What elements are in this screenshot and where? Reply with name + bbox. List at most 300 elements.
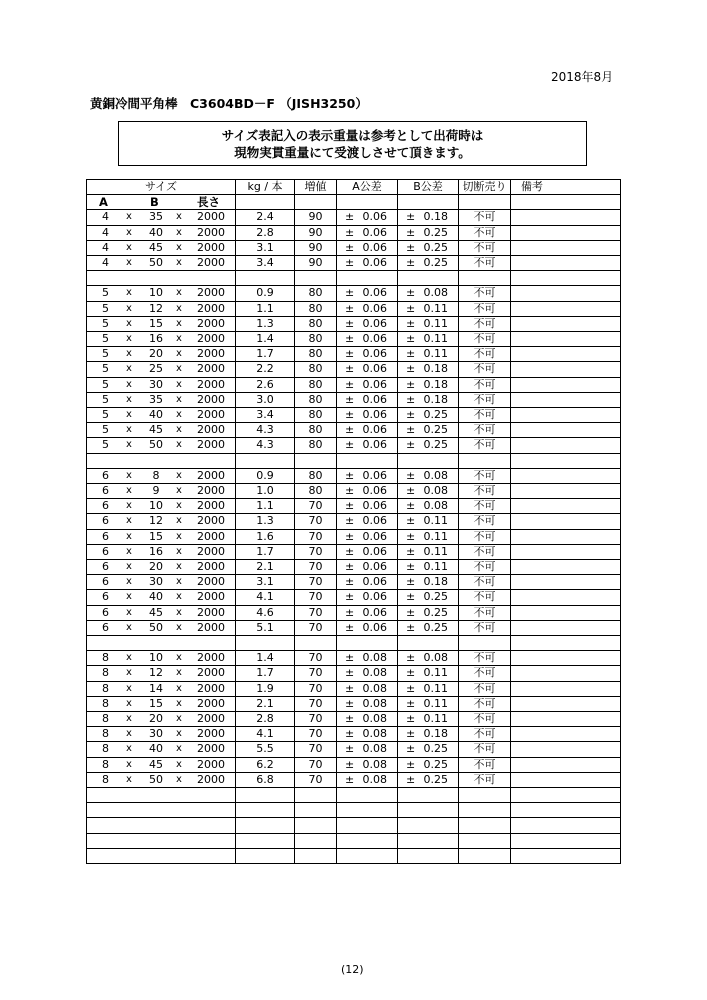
size-cell <box>87 256 236 271</box>
times-sign: x <box>176 530 182 542</box>
dim-b: 50 <box>149 256 163 269</box>
weight-cell: 1.1 <box>236 499 295 514</box>
blank-row <box>87 803 621 818</box>
size-cell <box>87 529 236 544</box>
remarks-cell <box>511 575 621 590</box>
tol-a-cell <box>337 696 398 711</box>
tol-a-value: 0.06 <box>362 484 387 498</box>
cut-cell: 不可 <box>459 681 511 696</box>
cut-cell: 不可 <box>459 438 511 453</box>
size-cell <box>87 651 236 666</box>
table-row <box>87 772 621 787</box>
blank-row <box>87 788 621 803</box>
markup-cell: 80 <box>295 332 337 347</box>
blank-row <box>87 833 621 848</box>
table-row <box>87 757 621 772</box>
tol-b-cell <box>398 408 459 423</box>
markup-cell: 70 <box>295 590 337 605</box>
cut-cell: 不可 <box>459 423 511 438</box>
times-sign: x <box>176 758 182 770</box>
plus-minus-sign: ± <box>406 712 416 726</box>
length: 2000 <box>197 742 225 756</box>
plus-minus-sign: ± <box>406 377 416 391</box>
dim-b: 12 <box>149 666 163 680</box>
cut-cell: 不可 <box>459 575 511 590</box>
dim-a: 5 <box>102 332 109 345</box>
dim-a: 8 <box>102 772 109 786</box>
times-sign: x <box>176 378 182 390</box>
plus-minus-sign: ± <box>406 240 416 254</box>
plus-minus-sign: ± <box>406 301 416 315</box>
cut-cell: 不可 <box>459 757 511 772</box>
tol-a-cell <box>337 560 398 575</box>
tol-b-value: 0.25 <box>423 438 448 452</box>
table-row <box>87 301 621 316</box>
markup-cell: 70 <box>295 712 337 727</box>
times-sign: x <box>126 682 132 694</box>
times-sign: x <box>176 773 182 785</box>
size-cell <box>87 484 236 499</box>
cut-cell: 不可 <box>459 362 511 377</box>
times-sign: x <box>126 439 132 451</box>
markup-cell: 70 <box>295 757 337 772</box>
tol-a-value: 0.06 <box>362 362 387 376</box>
dim-a: 6 <box>102 590 109 604</box>
times-sign: x <box>176 409 182 421</box>
dim-b: 40 <box>149 408 163 422</box>
weight-cell: 6.8 <box>236 772 295 787</box>
size-cell <box>87 286 236 301</box>
times-sign: x <box>176 287 182 299</box>
times-sign: x <box>176 348 182 360</box>
times-sign: x <box>126 667 132 679</box>
dim-b: 12 <box>149 514 163 528</box>
tol-b-value: 0.18 <box>423 575 448 589</box>
tol-b-value: 0.11 <box>423 514 448 528</box>
table-row <box>87 316 621 331</box>
size-cell <box>87 681 236 696</box>
tol-b-cell <box>398 499 459 514</box>
length: 2000 <box>197 772 225 786</box>
subheader-a: A <box>99 195 108 210</box>
dim-a: 8 <box>102 651 109 665</box>
length: 2000 <box>197 256 225 269</box>
header-tol-b: B公差 <box>398 180 459 195</box>
plus-minus-sign: ± <box>406 256 416 269</box>
times-sign: x <box>126 561 132 573</box>
plus-minus-sign: ± <box>406 772 416 786</box>
size-cell <box>87 590 236 605</box>
length: 2000 <box>197 316 225 330</box>
tol-b-cell <box>398 514 459 529</box>
table-row <box>87 423 621 438</box>
remarks-cell <box>511 712 621 727</box>
tol-b-cell <box>398 210 459 225</box>
tol-b-value: 0.11 <box>423 301 448 315</box>
dim-b: 16 <box>149 332 163 345</box>
times-sign: x <box>176 469 182 481</box>
remarks-cell <box>511 544 621 559</box>
times-sign: x <box>126 333 132 344</box>
weight-cell: 1.4 <box>236 332 295 347</box>
tol-a-value: 0.06 <box>362 240 387 254</box>
tol-a-cell <box>337 666 398 681</box>
dim-a: 8 <box>102 712 109 726</box>
cut-cell: 不可 <box>459 772 511 787</box>
dim-b: 10 <box>149 651 163 665</box>
document-title: 黄銅冷間平角棒 C3604BD－F （JISH3250） <box>90 96 368 111</box>
dim-a: 6 <box>102 544 109 558</box>
plus-minus-sign: ± <box>345 240 355 254</box>
dim-b: 20 <box>149 347 163 361</box>
dim-b: 35 <box>149 392 163 406</box>
times-sign: x <box>176 333 182 344</box>
markup-cell: 70 <box>295 544 337 559</box>
weight-cell: 2.2 <box>236 362 295 377</box>
times-sign: x <box>126 713 132 725</box>
plus-minus-sign: ± <box>345 286 355 300</box>
times-sign: x <box>126 393 132 405</box>
markup-cell: 70 <box>295 651 337 666</box>
remarks-cell <box>511 484 621 499</box>
plus-minus-sign: ± <box>345 605 355 619</box>
tol-b-cell <box>398 256 459 271</box>
table-row <box>87 392 621 407</box>
cut-cell: 不可 <box>459 560 511 575</box>
blank-row <box>87 818 621 833</box>
remarks-cell <box>511 727 621 742</box>
table-row <box>87 468 621 483</box>
dim-b: 12 <box>149 301 163 315</box>
tol-a-value: 0.06 <box>362 438 387 452</box>
times-sign: x <box>176 621 182 633</box>
tol-b-cell <box>398 757 459 772</box>
table-row <box>87 651 621 666</box>
tol-b-cell <box>398 727 459 742</box>
tol-a-value: 0.06 <box>362 544 387 558</box>
length: 2000 <box>197 286 225 300</box>
weight-cell: 4.1 <box>236 590 295 605</box>
tol-b-cell <box>398 712 459 727</box>
dim-b: 15 <box>149 316 163 330</box>
plus-minus-sign: ± <box>345 772 355 786</box>
tol-a-value: 0.06 <box>362 499 387 513</box>
tol-b-value: 0.08 <box>423 286 448 300</box>
tol-a-value: 0.06 <box>362 210 387 224</box>
plus-minus-sign: ± <box>345 757 355 771</box>
dim-a: 8 <box>102 681 109 695</box>
dim-a: 6 <box>102 484 109 498</box>
remarks-cell <box>511 590 621 605</box>
cut-cell: 不可 <box>459 286 511 301</box>
weight-cell: 1.0 <box>236 484 295 499</box>
size-cell <box>87 620 236 635</box>
tol-a-value: 0.06 <box>362 590 387 604</box>
dim-a: 5 <box>102 408 109 422</box>
times-sign: x <box>176 211 182 223</box>
cut-cell: 不可 <box>459 544 511 559</box>
length: 2000 <box>197 560 225 574</box>
header-tol-a: A公差 <box>337 180 398 195</box>
times-sign: x <box>126 424 132 436</box>
plus-minus-sign: ± <box>406 225 416 239</box>
markup-cell: 70 <box>295 499 337 514</box>
dim-b: 25 <box>149 362 163 376</box>
tol-a-value: 0.08 <box>362 681 387 695</box>
weight-cell: 3.1 <box>236 240 295 255</box>
tol-b-value: 0.11 <box>423 560 448 574</box>
cut-cell: 不可 <box>459 529 511 544</box>
dim-a: 5 <box>102 347 109 361</box>
length: 2000 <box>197 210 225 224</box>
size-cell <box>87 392 236 407</box>
remarks-cell <box>511 225 621 240</box>
table-row <box>87 210 621 225</box>
size-cell <box>87 210 236 225</box>
cut-cell: 不可 <box>459 651 511 666</box>
remarks-cell <box>511 332 621 347</box>
markup-cell: 80 <box>295 301 337 316</box>
tol-b-value: 0.11 <box>423 666 448 680</box>
markup-cell: 70 <box>295 529 337 544</box>
dim-b: 8 <box>152 468 160 482</box>
tol-b-cell <box>398 742 459 757</box>
tol-a-value: 0.06 <box>362 377 387 391</box>
plus-minus-sign: ± <box>406 529 416 543</box>
dim-b: 45 <box>149 605 163 619</box>
tol-b-cell <box>398 666 459 681</box>
length: 2000 <box>197 468 225 482</box>
tol-b-value: 0.11 <box>423 529 448 543</box>
plus-minus-sign: ± <box>406 423 416 437</box>
header-remarks: 備考 <box>511 180 621 195</box>
size-cell <box>87 438 236 453</box>
dim-a: 8 <box>102 757 109 771</box>
spec-table <box>86 179 621 864</box>
remarks-cell <box>511 620 621 635</box>
length: 2000 <box>197 377 225 391</box>
markup-cell: 70 <box>295 560 337 575</box>
tol-b-value: 0.25 <box>423 620 448 634</box>
tol-a-cell <box>337 772 398 787</box>
dim-b: 50 <box>149 620 163 634</box>
times-sign: x <box>126 728 132 740</box>
times-sign: x <box>176 652 182 664</box>
length: 2000 <box>197 575 225 589</box>
times-sign: x <box>176 302 182 314</box>
weight-cell: 2.1 <box>236 560 295 575</box>
remarks-cell <box>511 772 621 787</box>
weight-cell: 1.3 <box>236 316 295 331</box>
times-sign: x <box>176 257 182 268</box>
notice-box <box>118 121 587 166</box>
tol-a-cell <box>337 256 398 271</box>
tol-b-value: 0.18 <box>423 377 448 391</box>
dim-a: 5 <box>102 423 109 437</box>
remarks-cell <box>511 438 621 453</box>
times-sign: x <box>126 226 132 238</box>
dim-a: 6 <box>102 575 109 589</box>
size-cell <box>87 575 236 590</box>
table-row <box>87 362 621 377</box>
tol-a-cell <box>337 210 398 225</box>
plus-minus-sign: ± <box>345 727 355 741</box>
tol-b-cell <box>398 347 459 362</box>
dim-a: 6 <box>102 529 109 543</box>
markup-cell: 80 <box>295 408 337 423</box>
weight-cell: 1.6 <box>236 529 295 544</box>
plus-minus-sign: ± <box>345 377 355 391</box>
dim-b: 20 <box>149 712 163 726</box>
tol-b-cell <box>398 560 459 575</box>
tol-a-value: 0.08 <box>362 772 387 786</box>
header-cut: 切断売り <box>459 180 511 195</box>
tol-a-value: 0.06 <box>362 225 387 239</box>
cut-cell: 不可 <box>459 605 511 620</box>
plus-minus-sign: ± <box>345 332 355 345</box>
plus-minus-sign: ± <box>345 392 355 406</box>
tol-a-cell <box>337 727 398 742</box>
length: 2000 <box>197 362 225 376</box>
plus-minus-sign: ± <box>345 620 355 634</box>
length: 2000 <box>197 620 225 634</box>
cut-cell: 不可 <box>459 301 511 316</box>
dim-b: 10 <box>149 499 163 513</box>
plus-minus-sign: ± <box>345 681 355 695</box>
subheader-length: 長さ <box>197 195 220 210</box>
weight-cell: 1.7 <box>236 666 295 681</box>
tol-a-cell <box>337 423 398 438</box>
times-sign: x <box>126 469 132 481</box>
remarks-cell <box>511 316 621 331</box>
tol-b-cell <box>398 696 459 711</box>
plus-minus-sign: ± <box>406 438 416 452</box>
times-sign: x <box>176 606 182 618</box>
plus-minus-sign: ± <box>345 590 355 604</box>
tol-b-value: 0.18 <box>423 392 448 406</box>
dim-a: 4 <box>102 240 109 254</box>
tol-b-cell <box>398 286 459 301</box>
tol-b-value: 0.25 <box>423 225 448 239</box>
remarks-cell <box>511 210 621 225</box>
table-row <box>87 225 621 240</box>
tol-b-cell <box>398 772 459 787</box>
size-cell <box>87 240 236 255</box>
times-sign: x <box>126 743 132 755</box>
remarks-cell <box>511 301 621 316</box>
subheader-size <box>87 195 236 210</box>
plus-minus-sign: ± <box>345 575 355 589</box>
tol-b-cell <box>398 362 459 377</box>
header-row <box>87 180 621 195</box>
length: 2000 <box>197 347 225 361</box>
size-cell <box>87 666 236 681</box>
cut-cell: 不可 <box>459 392 511 407</box>
tol-a-value: 0.08 <box>362 757 387 771</box>
cut-cell: 不可 <box>459 499 511 514</box>
dim-a: 5 <box>102 362 109 376</box>
times-sign: x <box>126 348 132 360</box>
dim-a: 6 <box>102 605 109 619</box>
cut-cell: 不可 <box>459 256 511 271</box>
markup-cell: 80 <box>295 423 337 438</box>
plus-minus-sign: ± <box>406 484 416 498</box>
tol-a-cell <box>337 225 398 240</box>
tol-a-cell <box>337 392 398 407</box>
header-weight: kg / 本 <box>236 180 295 195</box>
times-sign: x <box>126 409 132 421</box>
plus-minus-sign: ± <box>406 605 416 619</box>
times-sign: x <box>176 743 182 755</box>
tol-b-cell <box>398 605 459 620</box>
cut-cell: 不可 <box>459 225 511 240</box>
plus-minus-sign: ± <box>345 210 355 224</box>
markup-cell: 80 <box>295 484 337 499</box>
dim-a: 6 <box>102 620 109 634</box>
dim-a: 4 <box>102 225 109 239</box>
size-cell <box>87 772 236 787</box>
tol-b-value: 0.08 <box>423 499 448 513</box>
tol-b-cell <box>398 225 459 240</box>
weight-cell: 4.3 <box>236 423 295 438</box>
dim-b: 30 <box>149 575 163 589</box>
length: 2000 <box>197 651 225 665</box>
times-sign: x <box>126 545 132 557</box>
dim-a: 5 <box>102 286 109 300</box>
length: 2000 <box>197 240 225 254</box>
markup-cell: 80 <box>295 362 337 377</box>
plus-minus-sign: ± <box>345 651 355 665</box>
markup-cell: 80 <box>295 392 337 407</box>
dim-a: 4 <box>102 210 109 224</box>
size-cell <box>87 377 236 392</box>
size-cell <box>87 301 236 316</box>
length: 2000 <box>197 696 225 710</box>
page-number: (12) <box>341 963 364 976</box>
plus-minus-sign: ± <box>406 666 416 680</box>
times-sign: x <box>126 241 132 253</box>
times-sign: x <box>176 363 182 375</box>
table-row <box>87 544 621 559</box>
plus-minus-sign: ± <box>345 256 355 269</box>
tol-a-cell <box>337 468 398 483</box>
document-date: 2018年8月 <box>551 70 614 84</box>
times-sign: x <box>176 241 182 253</box>
times-sign: x <box>176 485 182 497</box>
length: 2000 <box>197 423 225 437</box>
tol-a-cell <box>337 377 398 392</box>
times-sign: x <box>126 621 132 633</box>
tol-b-cell <box>398 423 459 438</box>
times-sign: x <box>176 713 182 725</box>
markup-cell: 90 <box>295 210 337 225</box>
plus-minus-sign: ± <box>345 347 355 361</box>
remarks-cell <box>511 499 621 514</box>
dim-a: 4 <box>102 256 109 269</box>
table-row <box>87 499 621 514</box>
tol-a-value: 0.06 <box>362 286 387 300</box>
dim-a: 6 <box>102 560 109 574</box>
cut-cell: 不可 <box>459 316 511 331</box>
tol-a-cell <box>337 286 398 301</box>
remarks-cell <box>511 560 621 575</box>
remarks-cell <box>511 286 621 301</box>
cut-cell: 不可 <box>459 696 511 711</box>
tol-a-cell <box>337 681 398 696</box>
tol-b-cell <box>398 377 459 392</box>
plus-minus-sign: ± <box>345 408 355 422</box>
cut-cell: 不可 <box>459 377 511 392</box>
